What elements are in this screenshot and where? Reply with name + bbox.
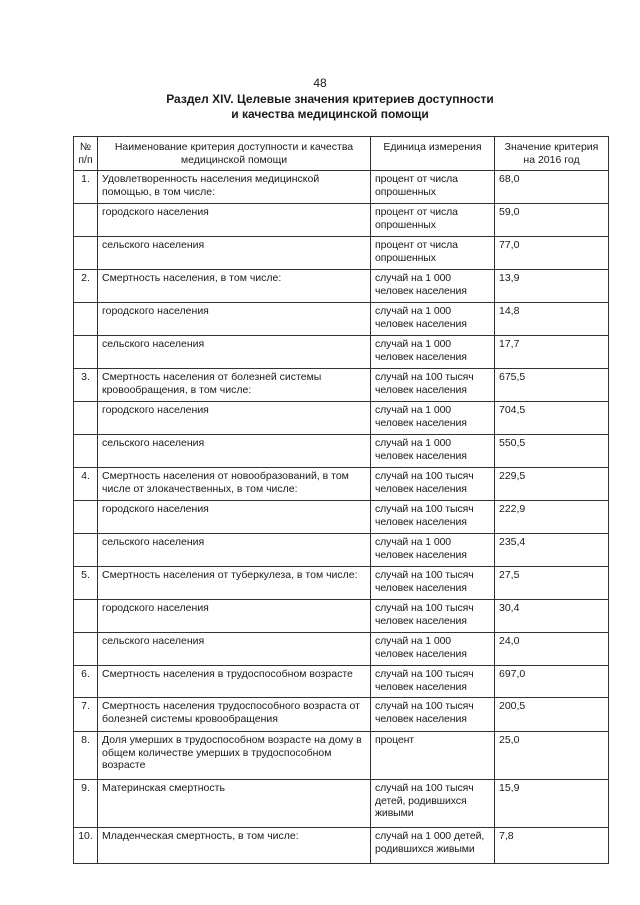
section-title-line1: Раздел XIV. Целевые значения критериев доступности xyxy=(166,92,494,106)
criterion-name: Доля умерших в трудоспособном возрасте на дому в общем количестве умерших в трудоспособном возрасте xyxy=(98,732,371,780)
unit-of-measure: случай на 1 000 детей, родившихся живыми xyxy=(371,828,495,864)
table-row xyxy=(74,633,609,666)
unit-of-measure: случай на 100 тысяч человек населения xyxy=(371,369,495,402)
unit-of-measure: случай на 1 000 человек населения xyxy=(371,336,495,369)
table-row xyxy=(74,501,609,534)
page-number: 48 xyxy=(313,76,327,90)
criterion-name: Материнская смертность xyxy=(98,780,371,828)
row-number: 6. xyxy=(74,666,98,698)
criterion-value: 30,4 xyxy=(495,600,609,633)
row-number xyxy=(74,600,98,633)
header-name: Наименование критерия доступности и качества медицинской помощи xyxy=(98,137,371,171)
criterion-name: Смертность населения от новообразований, в том числе от злокачественных, в том числе: xyxy=(98,468,371,501)
row-number: 9. xyxy=(74,780,98,828)
criterion-name: городского населения xyxy=(98,204,371,237)
criterion-name: Младенческая смертность, в том числе: xyxy=(98,828,371,864)
table-row xyxy=(74,468,609,501)
row-number: 3. xyxy=(74,369,98,402)
row-number xyxy=(74,204,98,237)
section-title-line2: и качества медицинской помощи xyxy=(231,107,429,121)
unit-of-measure: случай на 1 000 человек населения xyxy=(371,534,495,567)
criterion-value: 15,9 xyxy=(495,780,609,828)
criterion-value: 14,8 xyxy=(495,303,609,336)
row-number: 2. xyxy=(74,270,98,303)
header-num: № п/п xyxy=(74,137,98,171)
row-number xyxy=(74,534,98,567)
table-row xyxy=(74,534,609,567)
unit-of-measure: случай на 100 тысяч человек населения xyxy=(371,567,495,600)
criterion-name: сельского населения xyxy=(98,633,371,666)
row-number xyxy=(74,237,98,270)
header-value: Значение критерия на 2016 год xyxy=(495,137,609,171)
table-row xyxy=(74,204,609,237)
criterion-name: городского населения xyxy=(98,303,371,336)
row-number xyxy=(74,501,98,534)
table-header-row xyxy=(74,137,609,171)
criteria-table xyxy=(73,136,609,864)
criterion-name: сельского населения xyxy=(98,336,371,369)
criterion-value: 550,5 xyxy=(495,435,609,468)
unit-of-measure: процент от числа опрошенных xyxy=(371,204,495,237)
header-unit: Единица измерения xyxy=(371,137,495,171)
table-body xyxy=(74,171,609,864)
row-number xyxy=(74,402,98,435)
unit-of-measure: случай на 100 тысяч человек населения xyxy=(371,501,495,534)
criterion-value: 222,9 xyxy=(495,501,609,534)
unit-of-measure: случай на 100 тысяч человек населения xyxy=(371,468,495,501)
unit-of-measure: случай на 100 тысяч человек населения xyxy=(371,666,495,698)
section-title xyxy=(60,92,600,122)
row-number xyxy=(74,435,98,468)
unit-of-measure: случай на 1 000 человек населения xyxy=(371,633,495,666)
criterion-value: 77,0 xyxy=(495,237,609,270)
table-row xyxy=(74,171,609,204)
table-row xyxy=(74,780,609,828)
row-number: 10. xyxy=(74,828,98,864)
criterion-name: Смертность населения от туберкулеза, в том числе: xyxy=(98,567,371,600)
table-row xyxy=(74,303,609,336)
table-row xyxy=(74,270,609,303)
table-row xyxy=(74,435,609,468)
row-number: 4. xyxy=(74,468,98,501)
criterion-value: 235,4 xyxy=(495,534,609,567)
criterion-value: 17,7 xyxy=(495,336,609,369)
table-row xyxy=(74,698,609,732)
table-row xyxy=(74,666,609,698)
row-number: 1. xyxy=(74,171,98,204)
unit-of-measure: случай на 1 000 человек населения xyxy=(371,435,495,468)
unit-of-measure: процент от числа опрошенных xyxy=(371,237,495,270)
row-number: 5. xyxy=(74,567,98,600)
criterion-name: городского населения xyxy=(98,402,371,435)
criterion-value: 229,5 xyxy=(495,468,609,501)
unit-of-measure: случай на 100 тысяч детей, родившихся живыми xyxy=(371,780,495,828)
criterion-value: 200,5 xyxy=(495,698,609,732)
criterion-name: Смертность населения трудоспособного возраста от болезней системы кровообращения xyxy=(98,698,371,732)
criterion-value: 697,0 xyxy=(495,666,609,698)
table-row xyxy=(74,402,609,435)
unit-of-measure: процент от числа опрошенных xyxy=(371,171,495,204)
criterion-value: 675,5 xyxy=(495,369,609,402)
criterion-name: городского населения xyxy=(98,600,371,633)
row-number: 7. xyxy=(74,698,98,732)
table-row xyxy=(74,237,609,270)
table-row xyxy=(74,828,609,864)
criterion-value: 27,5 xyxy=(495,567,609,600)
criterion-name: сельского населения xyxy=(98,435,371,468)
criterion-name: сельского населения xyxy=(98,237,371,270)
criterion-value: 7,8 xyxy=(495,828,609,864)
criterion-name: сельского населения xyxy=(98,534,371,567)
table-row xyxy=(74,567,609,600)
criterion-value: 25,0 xyxy=(495,732,609,780)
criterion-name: городского населения xyxy=(98,501,371,534)
unit-of-measure: случай на 1 000 человек населения xyxy=(371,402,495,435)
row-number: 8. xyxy=(74,732,98,780)
unit-of-measure: случай на 1 000 человек населения xyxy=(371,270,495,303)
row-number xyxy=(74,633,98,666)
unit-of-measure: случай на 100 тысяч человек населения xyxy=(371,698,495,732)
table-row xyxy=(74,732,609,780)
criterion-name: Удовлетворенность населения медицинской помощью, в том числе: xyxy=(98,171,371,204)
row-number xyxy=(74,303,98,336)
criterion-value: 13,9 xyxy=(495,270,609,303)
unit-of-measure: случай на 1 000 человек населения xyxy=(371,303,495,336)
unit-of-measure: процент xyxy=(371,732,495,780)
criterion-value: 59,0 xyxy=(495,204,609,237)
criterion-value: 704,5 xyxy=(495,402,609,435)
criterion-name: Смертность населения в трудоспособном возрасте xyxy=(98,666,371,698)
table-row xyxy=(74,600,609,633)
unit-of-measure: случай на 100 тысяч человек населения xyxy=(371,600,495,633)
criterion-name: Смертность населения, в том числе: xyxy=(98,270,371,303)
table-row xyxy=(74,369,609,402)
criterion-name: Смертность населения от болезней системы кровообращения, в том числе: xyxy=(98,369,371,402)
criterion-value: 24,0 xyxy=(495,633,609,666)
table-row xyxy=(74,336,609,369)
criterion-value: 68,0 xyxy=(495,171,609,204)
row-number xyxy=(74,336,98,369)
